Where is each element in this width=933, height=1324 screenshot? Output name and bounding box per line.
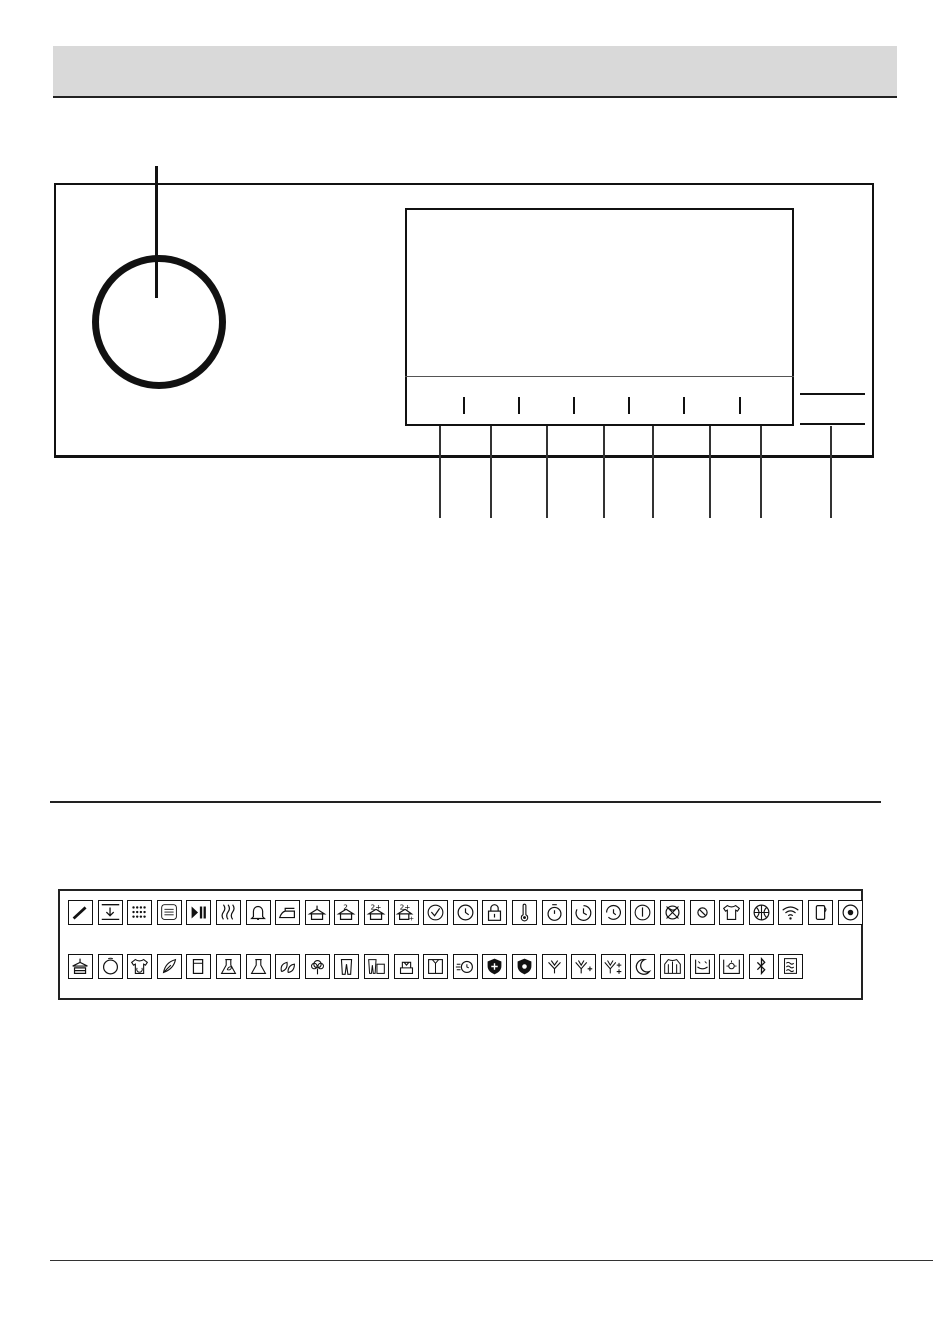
callout-line-1 bbox=[439, 426, 441, 518]
power-icon bbox=[630, 900, 655, 925]
sport-ball-icon bbox=[749, 900, 774, 925]
steam-icon bbox=[216, 900, 241, 925]
hanger-icon bbox=[305, 900, 330, 925]
flask-leaf-icon bbox=[216, 954, 241, 979]
shirt-icon bbox=[719, 900, 744, 925]
rinse-lines-icon bbox=[157, 900, 182, 925]
callout-line-6 bbox=[709, 426, 711, 518]
hanger-2-icon bbox=[334, 900, 359, 925]
towel-icon bbox=[186, 954, 211, 979]
quick-clock-icon bbox=[453, 954, 478, 979]
footer-rule bbox=[50, 1260, 933, 1261]
display-divider bbox=[405, 376, 794, 377]
hanger-basket-icon bbox=[68, 954, 93, 979]
folded-shirt-icon bbox=[394, 954, 419, 979]
display-button-6[interactable] bbox=[739, 397, 741, 414]
spray-icon bbox=[542, 954, 567, 979]
wool-icon bbox=[660, 900, 685, 925]
callout-line-3 bbox=[546, 426, 548, 518]
bell-icon bbox=[246, 900, 271, 925]
drum-icon bbox=[98, 954, 123, 979]
dots-grid-icon bbox=[127, 900, 152, 925]
night-moon-icon bbox=[630, 954, 655, 979]
lock-icon bbox=[482, 900, 507, 925]
tub-light-icon bbox=[719, 954, 744, 979]
jacket-icon bbox=[660, 954, 685, 979]
spray-plus-icon bbox=[571, 954, 596, 979]
iron-icon bbox=[275, 900, 300, 925]
start-bar-bottom[interactable] bbox=[800, 423, 865, 425]
start-pause-icon bbox=[186, 900, 211, 925]
hanger-2-plus-icon bbox=[364, 900, 389, 925]
header-band bbox=[53, 46, 897, 98]
phone-icon bbox=[808, 900, 833, 925]
eco-leaves-icon bbox=[275, 954, 300, 979]
no-spin-icon bbox=[690, 900, 715, 925]
display-button-5[interactable] bbox=[683, 397, 685, 414]
callout-line-4 bbox=[603, 426, 605, 518]
shield-star-icon bbox=[512, 954, 537, 979]
hanger-2-plus-plus-icon bbox=[394, 900, 419, 925]
svg-text:2+: 2+ bbox=[399, 902, 411, 912]
display-button-2[interactable] bbox=[518, 397, 520, 414]
tub-clean-icon bbox=[690, 954, 715, 979]
shield-plus-icon bbox=[482, 954, 507, 979]
tub-waves-icon bbox=[778, 954, 803, 979]
callout-line-5 bbox=[652, 426, 654, 518]
display-button-3[interactable] bbox=[573, 397, 575, 414]
spray-plus-plus-icon bbox=[601, 954, 626, 979]
prewash-icon bbox=[98, 900, 123, 925]
section-divider bbox=[50, 801, 881, 803]
display-button-1[interactable] bbox=[463, 397, 465, 414]
cotton-icon bbox=[305, 954, 330, 979]
stopwatch-icon bbox=[542, 900, 567, 925]
wifi-icon bbox=[778, 900, 803, 925]
jeans-icon bbox=[334, 954, 359, 979]
feather-icon bbox=[157, 954, 182, 979]
bluetooth-icon bbox=[749, 954, 774, 979]
jeans-shirt-icon bbox=[364, 954, 389, 979]
flask-icon bbox=[246, 954, 271, 979]
start-bar-top bbox=[800, 393, 865, 395]
callout-line-2 bbox=[490, 426, 492, 518]
program-knob[interactable] bbox=[92, 255, 226, 389]
shirt-box-icon bbox=[423, 954, 448, 979]
refresh-clock-icon bbox=[601, 900, 626, 925]
callout-line-8 bbox=[830, 426, 832, 518]
detergent-icon bbox=[68, 900, 93, 925]
callout-line-7 bbox=[760, 426, 762, 518]
timer-icon bbox=[571, 900, 596, 925]
shirt-refresh-icon bbox=[127, 954, 152, 979]
eye-rotate-icon bbox=[838, 900, 863, 925]
rotate-clock-icon bbox=[453, 900, 478, 925]
display-button-4[interactable] bbox=[628, 397, 630, 414]
display-screen bbox=[405, 208, 794, 426]
knob-indicator bbox=[155, 256, 158, 298]
svg-text:2: 2 bbox=[343, 902, 349, 912]
check-circle-icon bbox=[423, 900, 448, 925]
svg-text:+: + bbox=[408, 914, 414, 923]
svg-text:2+: 2+ bbox=[370, 902, 382, 912]
thermometer-icon bbox=[512, 900, 537, 925]
